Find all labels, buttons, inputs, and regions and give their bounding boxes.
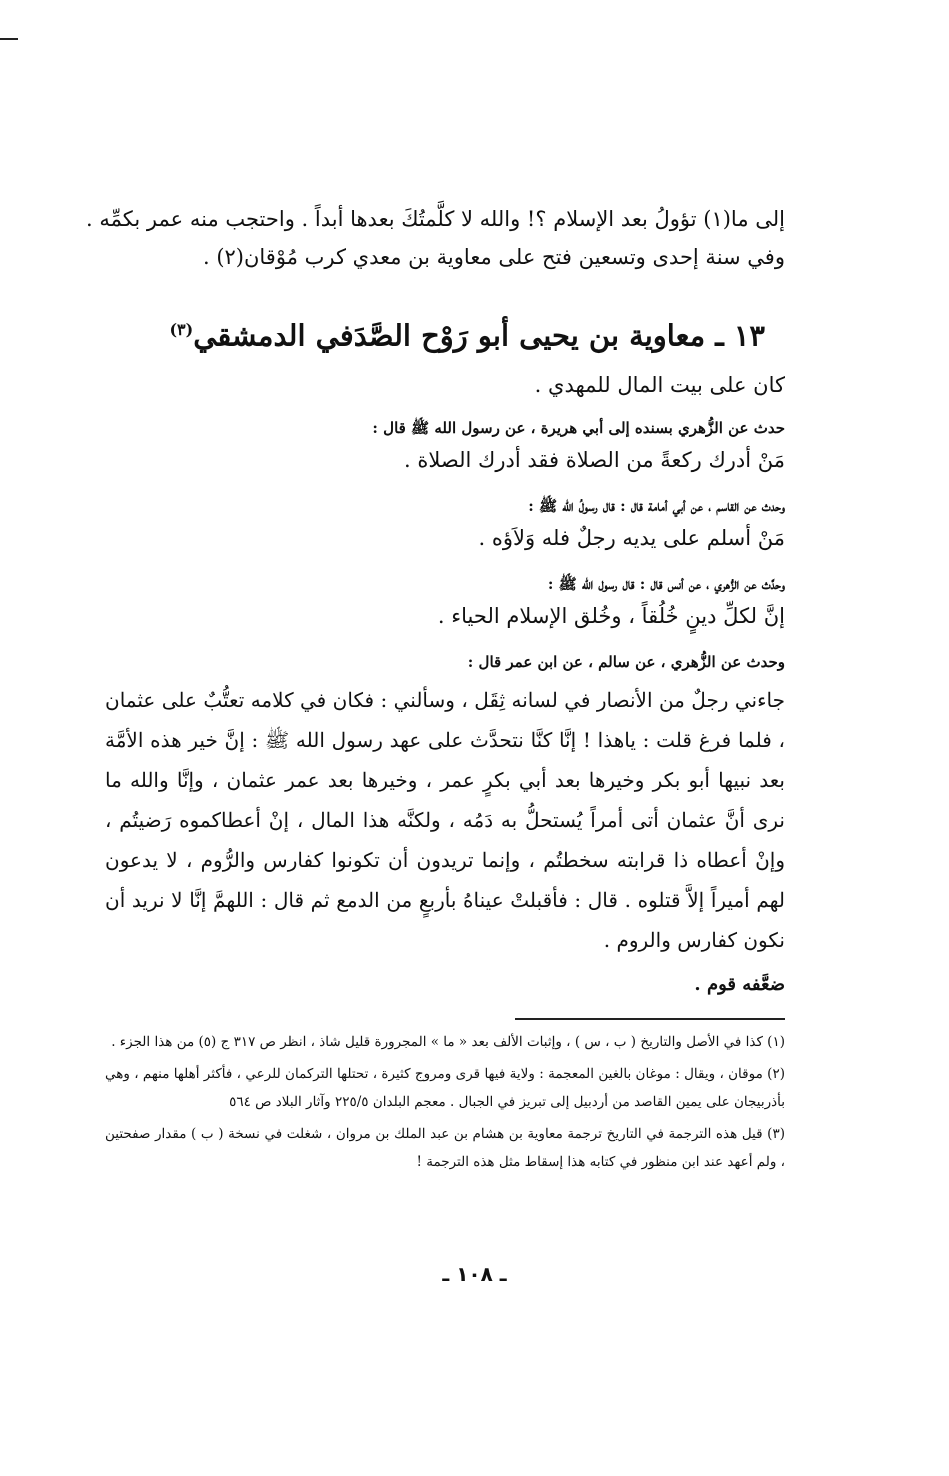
entry-number: ١٣ ـ <box>715 318 765 353</box>
footnote-1: (١) كذا في الأصل والتاريخ ( ب ، س ) ، وإثبات الألف بعد « ما » المجرورة قليل شاذ ، انظر ص ٣١٧ ج (٥) من هذا الجزء . <box>111 1033 785 1050</box>
footnotes <box>105 1028 785 1176</box>
hadith-isnad: وحدَّث عن الزُّهري ، عن أنس قال : قال رسول الله ﷺ : <box>547 574 785 593</box>
story-text: جاءني رجلٌ من الأنصار في لسانه ثِقَل ، وسألني : فكان في كلامه تعتُّبٌ على عثمان ، فلما فرغ قلت : ياهذا ! إنَّا كنَّا نتحدَّث على عهد رسول الله ﷺ : إنَّ خير هذه الأمَّة بعد نبيها أبو بكر وخيرها بعد أبي بكرٍ عمر ، وخيرها بعد عمر عثمان ، وإنَّا والله ما نرى أنَّ عثمان أتى أمراً يُستحلُّ به دَمُه ، ولكنَّه هذا المال ، إنْ أعطاكموه رَضيتُم ، وإنْ أعطاه ذا قرابته سخطتُم ، وإنما تريدون أن تكونوا كفارس والرُّوم ، لا يدعون لهم أميراً إلاَّ قتلوه . قال : فأقبلتْ عيناهُ بأربعٍ من الدمع ثم قال : اللهمَّ إنَّا لا نريد أن نكون كفارس والروم . <box>105 687 785 952</box>
footnote-3: (٣) قيل هذه الترجمة في التاريخ ترجمة معاوية بن هشام بن عبد الملك بن مروان ، شغلت في نسخة ( ب ) مقدار صفحتين ، ولم أعهد عند ابن منظور في كتابه هذا إسقاط مثل هذه الترجمة ! <box>105 1125 785 1170</box>
hadith-isnad: حدث عن الزُّهري بسنده إلى أبي هريرة ، عن رسول الله ﷺ قال : <box>372 418 785 437</box>
book-page <box>86 200 785 1180</box>
narrator-grading: ضعَّفه قوم . <box>694 973 785 995</box>
entry-name: معاوية بن يحيى أبو رَوْح الصَّدَفي الدمشقي <box>193 318 706 353</box>
story-isnad: وحدث عن الزُّهري ، عن سالم ، عن ابن عمر قال : <box>467 652 785 671</box>
hadith-isnad: وحدث عن القاسم ، عن أبي أمامة قال : قال رسولُ الله ﷺ : <box>528 496 785 515</box>
entry-description: كان على بيت المال للمهدي . <box>534 372 785 397</box>
hadith-text: مَنْ أدرك ركعةً من الصلاة فقد أدرك الصلاة . <box>404 447 785 472</box>
entry-heading <box>105 310 785 356</box>
hadith-block-3 <box>105 572 785 636</box>
hadith-text: إنَّ لكلِّ دينٍ خُلُقاً ، وخُلق الإسلام الحياء . <box>437 603 785 628</box>
intro-line-1: إلى ما(١) تؤولُ بعد الإسلام ؟! والله لا كلَّمتُكَ بعدها أبداً . واحتجب منه عمر بكمِّه . <box>86 207 785 231</box>
footnote-divider <box>515 1018 785 1020</box>
scan-edge-mark <box>0 38 18 40</box>
hadith-text: مَنْ أسلم على يديه رجلٌ فله وَلاَؤه . <box>478 525 785 550</box>
hadith-block-1 <box>105 416 785 480</box>
intro-block <box>86 200 785 276</box>
intro-line-2: وفي سنة إحدى وتسعين فتح على معاوية بن معدي كرب مُوْقان(٢) . <box>202 245 785 269</box>
entry-footnote-ref: (٣) <box>169 320 194 339</box>
page-number: ـ ١٠٨ ـ <box>442 1262 507 1286</box>
footnote-2: (٢) موقان ، ويقال : موغان بالغين المعجمة : ولاية فيها قرى ومروج كثيرة ، تحتلها التركمان للرعي ، فأكثر أهلها منهم ، وهي بأذربيجان على يمين القاصد من أردبيل إلى تبريز في الجبال . معجم البلدان ٢٢٥/٥ وآثار البلاد ص ٥٦٤ <box>105 1065 785 1110</box>
hadith-block-2 <box>105 494 785 558</box>
